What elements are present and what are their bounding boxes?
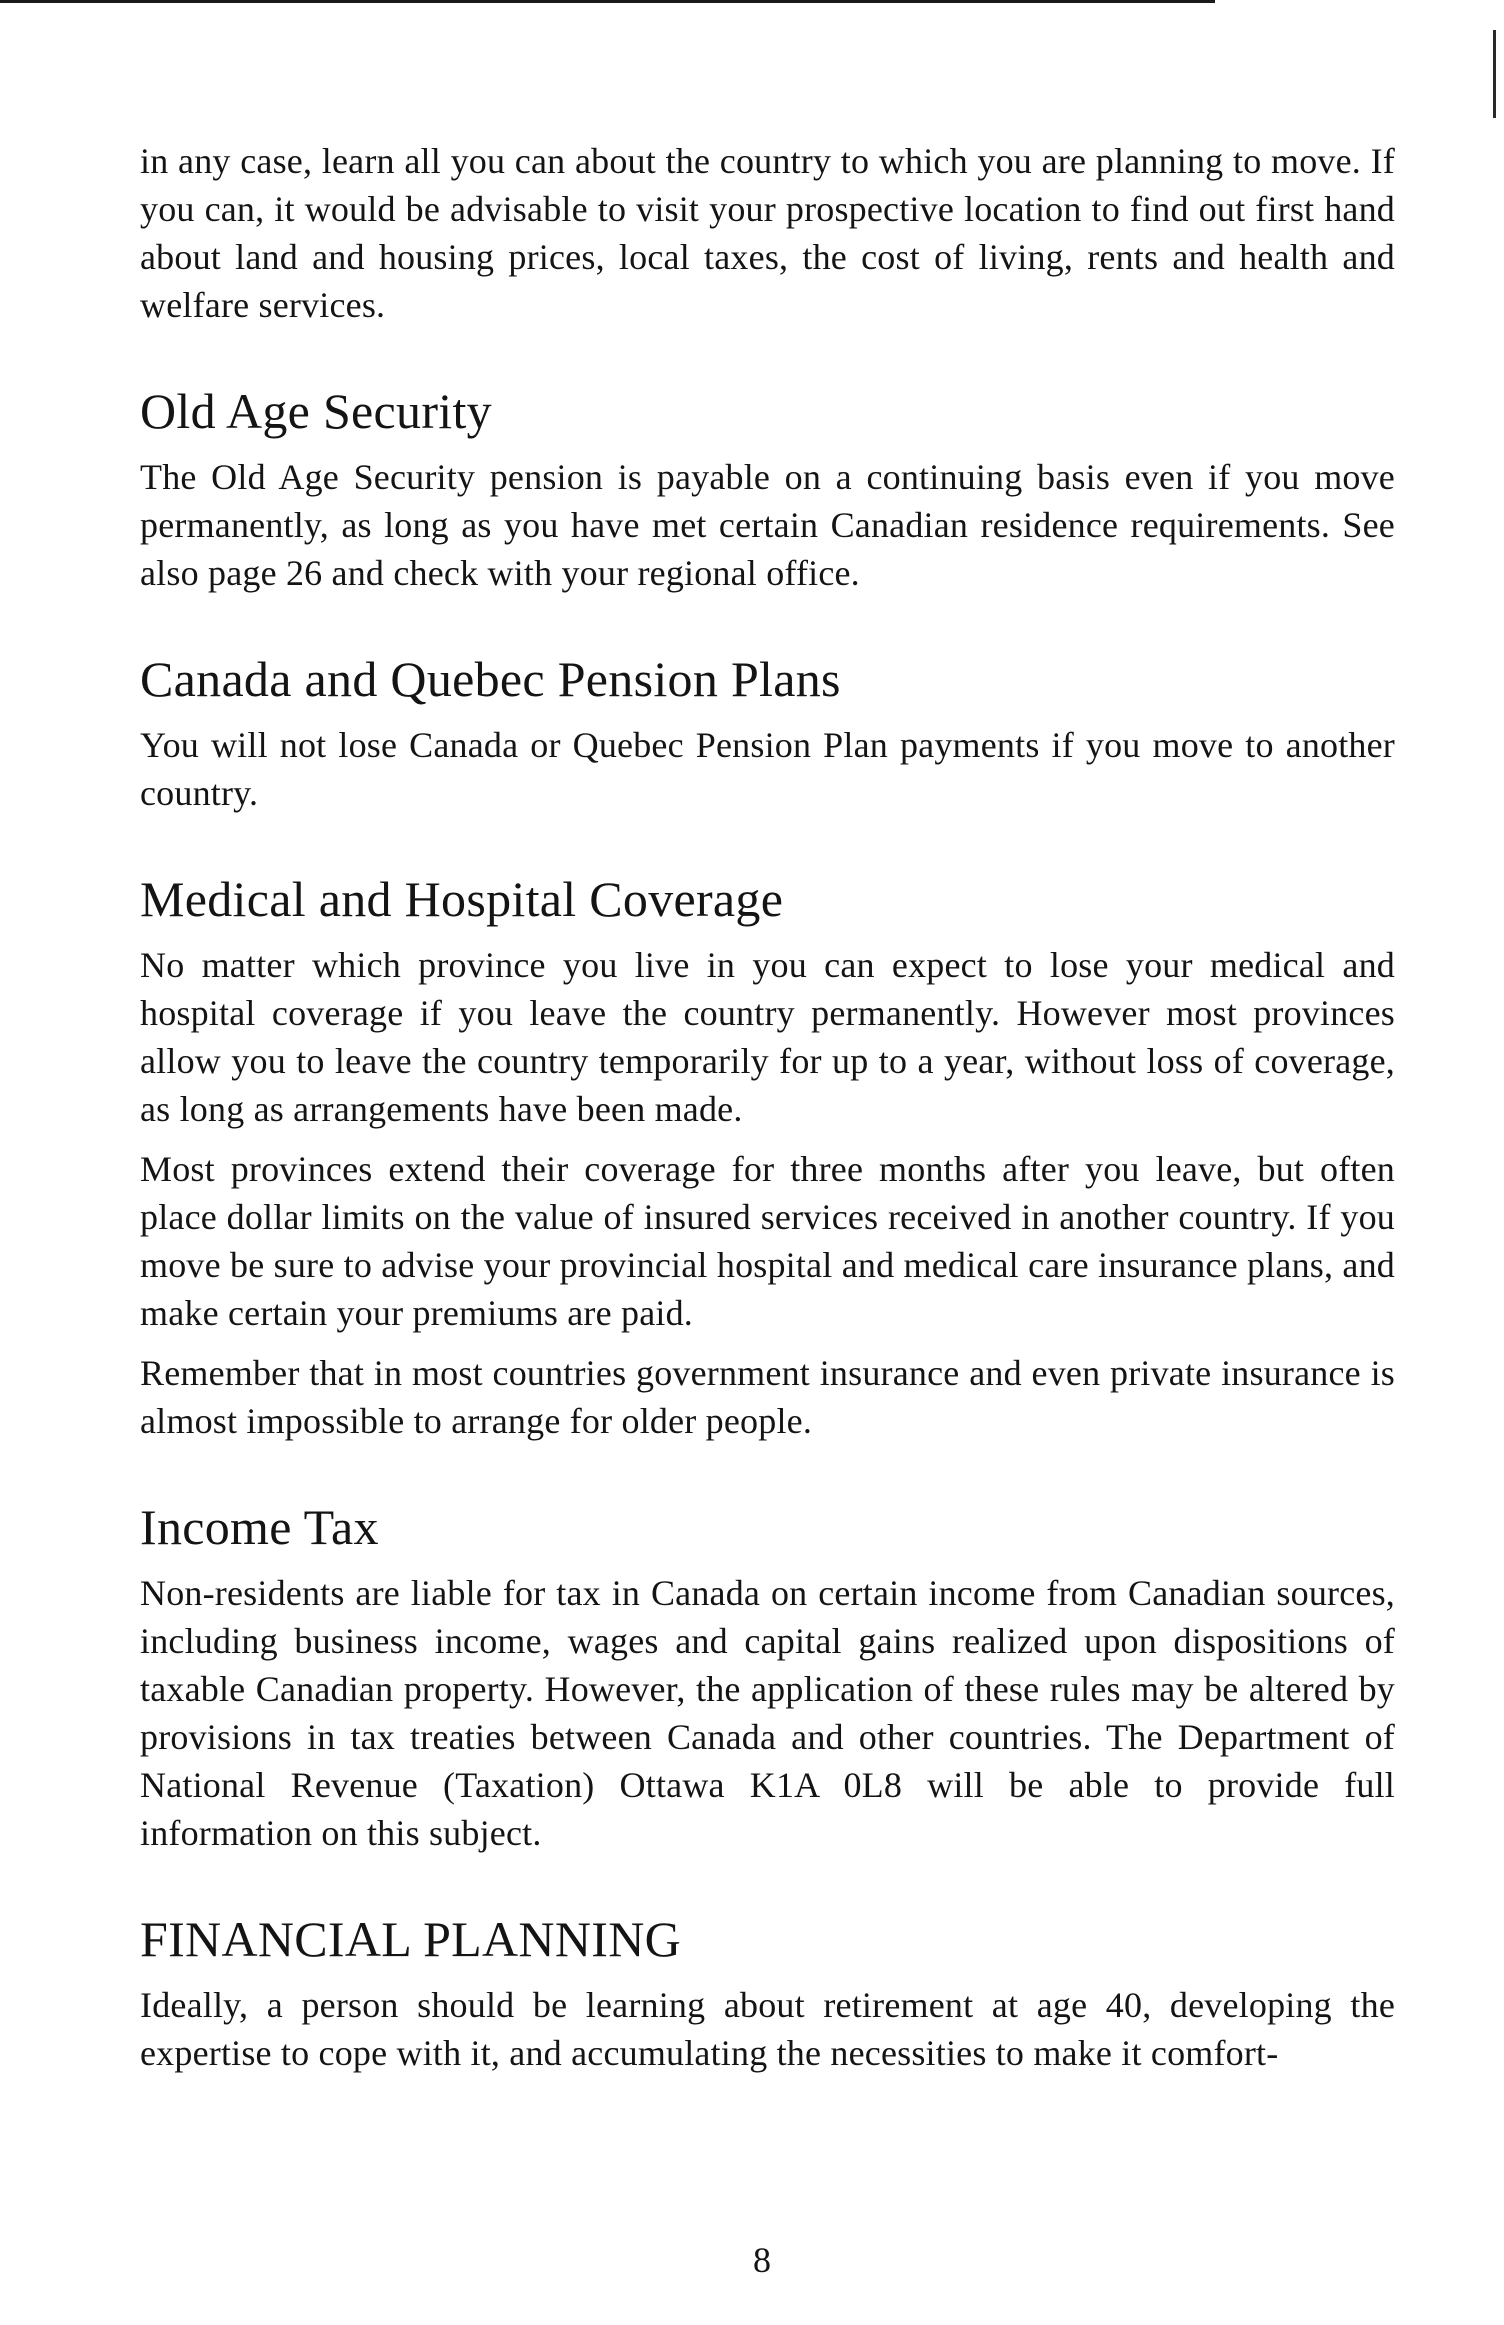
page-body	[140, 137, 1395, 2077]
heading-financial-planning: FINANCIAL PLANNING	[140, 1911, 682, 1967]
heading-old-age-security: Old Age Security	[140, 383, 492, 439]
old-age-security-paragraph: The Old Age Security pension is payable on a continuing basis even if you move permanently, as long as you have met certain Canadian residence requirements. See also page 26 and check with your regional office.	[140, 457, 1395, 593]
income-tax-paragraph: Non-residents are liable for tax in Canada on certain income from Canadian sources, including business income, wages and capital gains realized upon dispositions of taxable Canadian property. However, the application of these rules may be altered by provisions in tax treaties between Canada and other countries. The Department of National Revenue (Taxation) Ottawa K1A 0L8 will be able to provide full information on this subject.	[140, 1573, 1395, 1853]
pension-plans-paragraph: You will not lose Canada or Quebec Pension Plan payments if you move to another country.	[140, 725, 1395, 813]
top-rule	[0, 0, 1215, 3]
intro-paragraph: in any case, learn all you can about the country to which you are planning to move. If you can, it would be advisable to visit your prospective location to find out first hand about land and housing prices, local taxes, the cost of living, rents and health and welfare services.	[140, 141, 1395, 325]
heading-income-tax: Income Tax	[140, 1499, 379, 1555]
page-edge-mark	[1493, 30, 1496, 118]
heading-pension-plans: Canada and Quebec Pension Plans	[140, 651, 841, 707]
financial-planning-paragraph: Ideally, a person should be learning about retirement at age 40, developing the expertise to cope with it, and accumulating the necessities to make it comfort-	[140, 1985, 1395, 2073]
medical-paragraph: Most provinces extend their coverage for three months after you leave, but often place dollar limits on the value of insured services received in another country. If you move be sure to advise your provincial hospital and medical care insurance plans, and make certain your premiums are paid.	[140, 1149, 1395, 1333]
page-number: 8	[753, 2240, 771, 2280]
heading-medical-coverage: Medical and Hospital Coverage	[140, 871, 784, 927]
medical-paragraph: No matter which province you live in you can expect to lose your medical and hospital coverage if you leave the country permanently. However most provinces allow you to leave the country temporarily for up to a year, without loss of coverage, as long as arrangements have been made.	[140, 945, 1395, 1129]
medical-paragraph: Remember that in most countries government insurance and even private insurance is almost impossible to arrange for older people.	[140, 1353, 1395, 1441]
